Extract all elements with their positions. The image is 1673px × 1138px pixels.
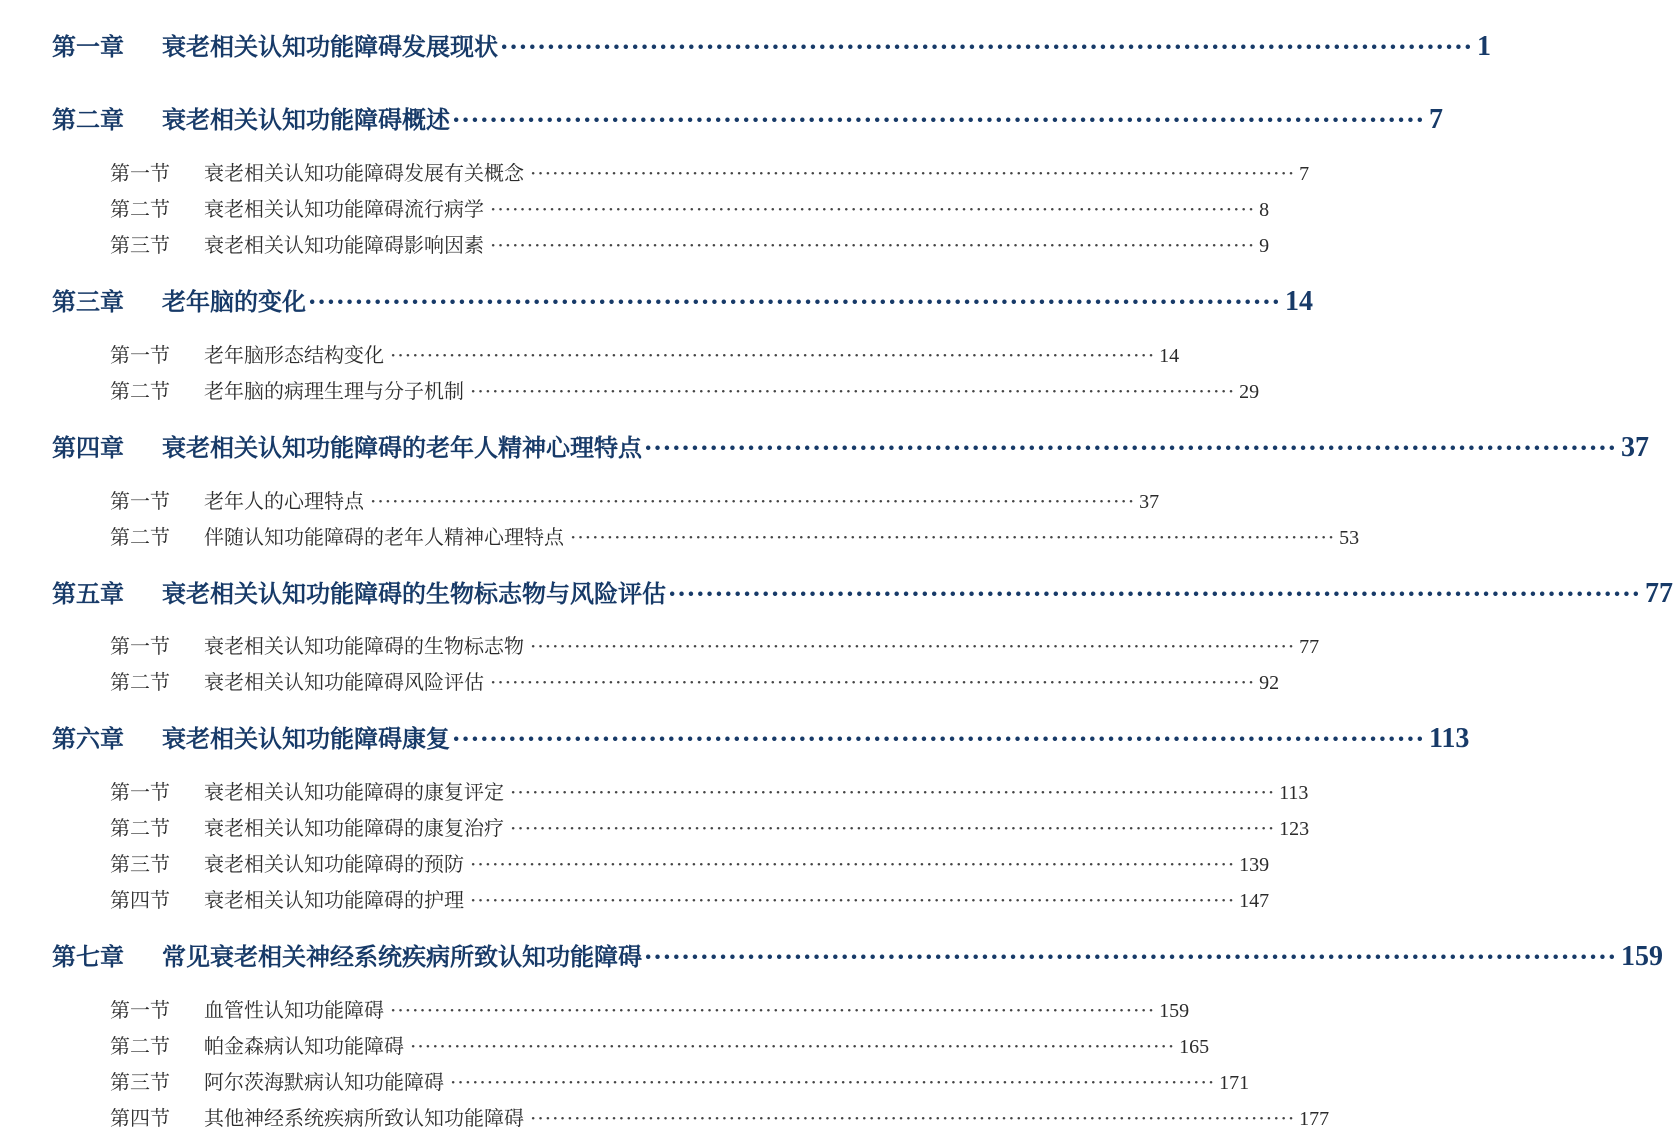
section-page-number: 14 xyxy=(1159,345,1180,367)
chapter-title: 衰老相关认知功能障碍发展现状 xyxy=(162,32,498,61)
section-number: 第三节 xyxy=(110,1070,170,1094)
section-page-number: 8 xyxy=(1259,199,1270,221)
dot-leader: ········································································································ xyxy=(570,525,1336,549)
toc-section[interactable] xyxy=(110,194,1270,224)
chapter-number: 第六章 xyxy=(52,724,124,753)
dot-leader: ········································································································ xyxy=(470,852,1236,876)
section-page-number: 37 xyxy=(1139,491,1160,513)
section-number: 第三节 xyxy=(110,233,170,257)
chapter-title: 衰老相关认知功能障碍概述 xyxy=(162,105,450,134)
dot-leader: ········································································································ xyxy=(390,998,1156,1022)
toc-section[interactable] xyxy=(110,849,1270,879)
section-page-number: 53 xyxy=(1339,527,1360,549)
chapter-number: 第一章 xyxy=(52,32,124,61)
toc-section[interactable] xyxy=(110,1067,1250,1097)
toc-section[interactable] xyxy=(110,885,1270,915)
toc-section[interactable] xyxy=(110,631,1320,661)
section-page-number: 29 xyxy=(1239,381,1260,403)
section-title: 衰老相关认知功能障碍影响因素 xyxy=(204,233,484,257)
dot-leader: ········································································································ xyxy=(390,343,1156,367)
dot-leader: ········································································································ xyxy=(410,1034,1176,1058)
dot-leader: ········································································································ xyxy=(308,287,1281,316)
section-page-number: 165 xyxy=(1179,1036,1210,1058)
section-number: 第一节 xyxy=(110,343,170,367)
dot-leader: ········································································································ xyxy=(644,942,1617,971)
section-number: 第一节 xyxy=(110,634,170,658)
chapter-title: 衰老相关认知功能障碍康复 xyxy=(162,724,450,753)
dot-leader: ········································································································ xyxy=(530,634,1296,658)
dot-leader: ········································································································ xyxy=(490,197,1256,221)
dot-leader: ········································································································ xyxy=(452,724,1425,753)
toc-section[interactable] xyxy=(110,667,1280,697)
chapter-title: 老年脑的变化 xyxy=(162,287,306,316)
section-number: 第二节 xyxy=(110,197,170,221)
toc-section[interactable] xyxy=(110,522,1360,552)
chapter-page-number: 37 xyxy=(1620,432,1649,463)
section-title: 衰老相关认知功能障碍流行病学 xyxy=(204,197,484,221)
section-page-number: 9 xyxy=(1259,235,1270,257)
chapter-page-number: 14 xyxy=(1284,286,1313,317)
section-title: 老年脑形态结构变化 xyxy=(204,343,384,367)
section-page-number: 147 xyxy=(1239,890,1270,912)
section-number: 第二节 xyxy=(110,816,170,840)
dot-leader: ········································································································ xyxy=(452,105,1425,134)
chapter-title: 衰老相关认知功能障碍的老年人精神心理特点 xyxy=(162,433,642,462)
section-page-number: 177 xyxy=(1299,1108,1330,1130)
toc-section[interactable] xyxy=(110,486,1160,516)
dot-leader: ········································································································ xyxy=(490,233,1256,257)
toc-section[interactable] xyxy=(110,813,1310,843)
section-title: 衰老相关认知功能障碍风险评估 xyxy=(204,670,484,694)
chapter-page-number: 113 xyxy=(1428,723,1470,754)
dot-leader: ········································································································ xyxy=(500,32,1473,61)
toc-chapter-3[interactable] xyxy=(52,285,1313,319)
section-title: 帕金森病认知功能障碍 xyxy=(204,1034,404,1058)
toc-section[interactable] xyxy=(110,777,1309,807)
section-title: 衰老相关认知功能障碍的护理 xyxy=(204,888,464,912)
section-number: 第四节 xyxy=(110,1106,170,1130)
section-number: 第一节 xyxy=(110,161,170,185)
toc-section[interactable] xyxy=(110,995,1190,1025)
section-title: 血管性认知功能障碍 xyxy=(204,998,384,1022)
dot-leader: ········································································································ xyxy=(668,579,1641,608)
toc-section[interactable] xyxy=(110,376,1260,406)
section-page-number: 77 xyxy=(1299,636,1320,658)
section-number: 第一节 xyxy=(110,489,170,513)
dot-leader: ········································································································ xyxy=(530,1106,1296,1130)
section-title: 老年脑的病理生理与分子机制 xyxy=(204,379,464,403)
section-title: 衰老相关认知功能障碍的预防 xyxy=(204,852,464,876)
section-page-number: 171 xyxy=(1219,1072,1250,1094)
toc-section[interactable] xyxy=(110,1031,1210,1061)
dot-leader: ········································································································ xyxy=(490,670,1256,694)
section-page-number: 92 xyxy=(1259,672,1280,694)
chapter-title: 常见衰老相关神经系统疾病所致认知功能障碍 xyxy=(162,942,642,971)
section-title: 伴随认知功能障碍的老年人精神心理特点 xyxy=(204,525,564,549)
section-title: 衰老相关认知功能障碍的生物标志物 xyxy=(204,634,524,658)
toc-section[interactable] xyxy=(110,230,1270,260)
section-page-number: 139 xyxy=(1239,854,1270,876)
section-page-number: 7 xyxy=(1299,163,1310,185)
chapter-title: 衰老相关认知功能障碍的生物标志物与风险评估 xyxy=(162,579,666,608)
section-number: 第三节 xyxy=(110,852,170,876)
chapter-page-number: 77 xyxy=(1644,578,1673,609)
dot-leader: ········································································································ xyxy=(470,888,1236,912)
dot-leader: ········································································································ xyxy=(450,1070,1216,1094)
toc-section[interactable] xyxy=(110,340,1180,370)
chapter-number: 第三章 xyxy=(52,287,124,316)
toc-chapter-5[interactable] xyxy=(52,577,1673,611)
toc-section[interactable] xyxy=(110,1103,1330,1133)
toc-chapter-6[interactable] xyxy=(52,722,1470,756)
toc-chapter-2[interactable] xyxy=(52,103,1443,137)
section-number: 第二节 xyxy=(110,1034,170,1058)
toc-chapter-7[interactable] xyxy=(52,940,1663,974)
toc-chapter-4[interactable] xyxy=(52,431,1649,465)
section-title: 其他神经系统疾病所致认知功能障碍 xyxy=(204,1106,524,1130)
dot-leader: ········································································································ xyxy=(470,379,1236,403)
section-number: 第一节 xyxy=(110,998,170,1022)
section-title: 老年人的心理特点 xyxy=(204,489,364,513)
section-title: 衰老相关认知功能障碍的康复治疗 xyxy=(204,816,504,840)
chapter-page-number: 7 xyxy=(1428,104,1443,135)
section-number: 第四节 xyxy=(110,888,170,912)
dot-leader: ········································································································ xyxy=(510,780,1276,804)
section-number: 第一节 xyxy=(110,780,170,804)
chapter-number: 第四章 xyxy=(52,433,124,462)
dot-leader: ········································································································ xyxy=(530,161,1296,185)
section-number: 第二节 xyxy=(110,670,170,694)
chapter-number: 第二章 xyxy=(52,105,124,134)
toc-section[interactable] xyxy=(110,158,1310,188)
chapter-page-number: 159 xyxy=(1620,941,1663,972)
dot-leader: ········································································································ xyxy=(510,816,1276,840)
section-page-number: 113 xyxy=(1279,782,1309,804)
chapter-number: 第五章 xyxy=(52,579,124,608)
section-title: 衰老相关认知功能障碍发展有关概念 xyxy=(204,161,524,185)
toc-chapter-1[interactable] xyxy=(52,30,1491,64)
section-page-number: 123 xyxy=(1279,818,1310,840)
section-page-number: 159 xyxy=(1159,1000,1190,1022)
chapter-number: 第七章 xyxy=(52,942,124,971)
dot-leader: ········································································································ xyxy=(370,489,1136,513)
section-title: 阿尔茨海默病认知功能障碍 xyxy=(204,1070,444,1094)
section-number: 第二节 xyxy=(110,525,170,549)
section-number: 第二节 xyxy=(110,379,170,403)
section-title: 衰老相关认知功能障碍的康复评定 xyxy=(204,780,504,804)
dot-leader: ········································································································ xyxy=(644,433,1617,462)
chapter-page-number: 1 xyxy=(1476,31,1491,62)
